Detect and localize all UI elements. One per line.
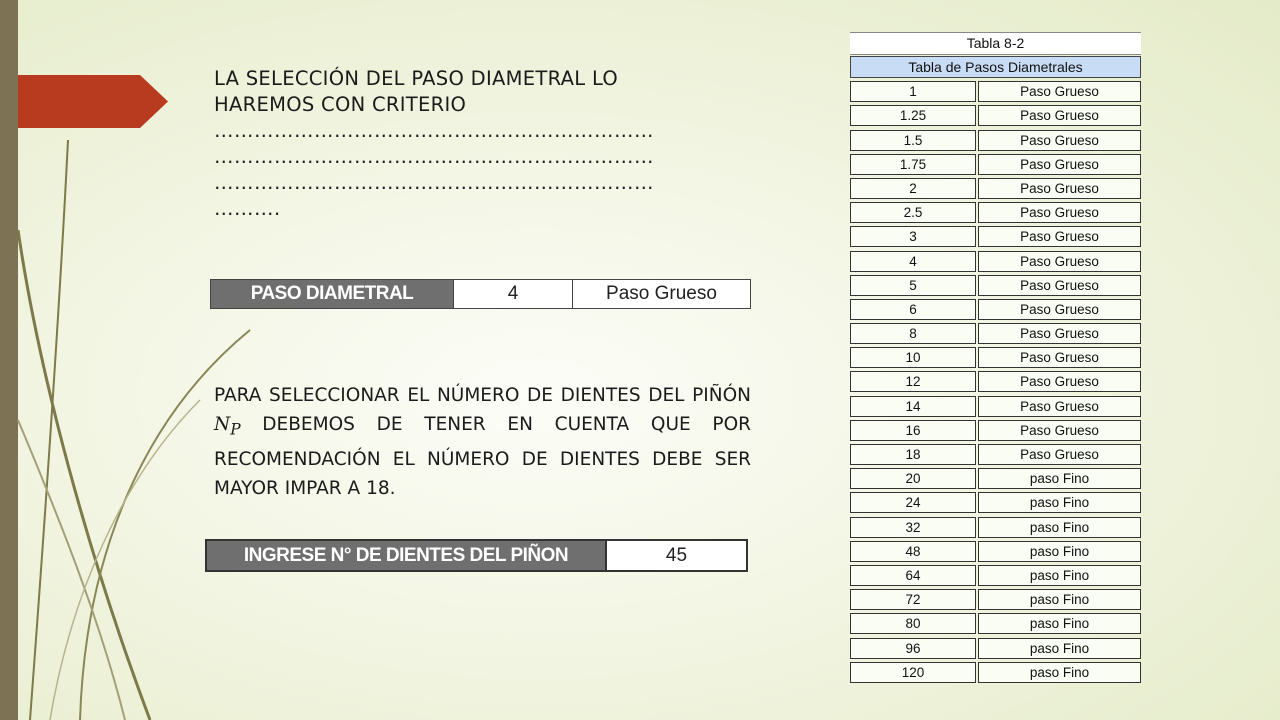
tipo-cell: Paso Grueso xyxy=(978,420,1141,441)
intro-line: HAREMOS CON CRITERIO xyxy=(214,93,467,116)
paso-cell: 72 xyxy=(850,589,976,610)
paso-diametral-table xyxy=(210,279,751,309)
dientes-value-input[interactable]: 45 xyxy=(606,540,747,571)
tipo-cell: paso Fino xyxy=(978,468,1141,489)
table-row xyxy=(850,323,1141,344)
paso-cell: 48 xyxy=(850,541,976,562)
paso-cell: 12 xyxy=(850,371,976,392)
table-row xyxy=(850,396,1141,417)
table-row xyxy=(850,178,1141,199)
tipo-cell: Paso Grueso xyxy=(978,226,1141,247)
paso-diametral-type: Paso Grueso xyxy=(573,280,751,309)
paso-cell: 5 xyxy=(850,275,976,296)
paso-cell: 6 xyxy=(850,299,976,320)
np-symbol-subscript: P xyxy=(230,420,241,439)
paso-cell: 24 xyxy=(850,492,976,513)
tipo-cell: paso Fino xyxy=(978,541,1141,562)
paso-cell: 2 xyxy=(850,178,976,199)
paso-diametral-value: 4 xyxy=(454,280,573,309)
paso-cell: 2.5 xyxy=(850,202,976,223)
table-row xyxy=(850,347,1141,368)
paso-cell: 10 xyxy=(850,347,976,368)
np-symbol xyxy=(214,414,241,439)
tipo-cell: paso Fino xyxy=(978,589,1141,610)
table-row xyxy=(850,251,1141,272)
tipo-cell: paso Fino xyxy=(978,517,1141,538)
table-row xyxy=(850,613,1141,634)
table-row xyxy=(850,154,1141,175)
tipo-cell: Paso Grueso xyxy=(978,444,1141,465)
table-row xyxy=(850,444,1141,465)
tipo-cell: Paso Grueso xyxy=(978,178,1141,199)
table-row xyxy=(850,420,1141,441)
paso-cell: 16 xyxy=(850,420,976,441)
table-row xyxy=(850,371,1141,392)
tipo-cell: Paso Grueso xyxy=(978,396,1141,417)
tipo-cell: Paso Grueso xyxy=(978,81,1141,102)
intro-dots: ………………………………………………………… xyxy=(214,119,654,142)
paso-cell: 96 xyxy=(850,638,976,659)
paragraph-text-end: DEBEMOS DE TENER EN CUENTA QUE POR RECOMENDACIÓN EL NÚMERO DE DIENTES DEBE SER MAYOR IMPAR A 18. xyxy=(214,414,751,499)
paso-cell: 1 xyxy=(850,81,976,102)
tipo-cell: paso Fino xyxy=(978,613,1141,634)
intro-dots: ………………………………………………………… xyxy=(214,171,654,194)
np-symbol-letter: N xyxy=(214,414,231,435)
red-arrow-shape xyxy=(18,75,168,128)
dientes-label: INGRESE N° DE DIENTES DEL PIÑON xyxy=(206,540,606,571)
paso-cell: 4 xyxy=(850,251,976,272)
table-row xyxy=(850,275,1141,296)
table-row xyxy=(850,105,1141,126)
paso-cell: 3 xyxy=(850,226,976,247)
tipo-cell: paso Fino xyxy=(978,492,1141,513)
paragraph-text-start: PARA SELECCIONAR EL NÚMERO DE DIENTES DEL PIÑÓN xyxy=(214,385,751,406)
table-row xyxy=(850,81,1141,102)
table-row xyxy=(850,589,1141,610)
left-decorative-bar xyxy=(0,0,18,720)
table-body xyxy=(850,81,1141,683)
tipo-cell: Paso Grueso xyxy=(978,347,1141,368)
instruction-paragraph xyxy=(214,381,751,503)
tipo-cell: Paso Grueso xyxy=(978,105,1141,126)
table-row xyxy=(850,638,1141,659)
intro-text xyxy=(214,66,754,222)
table-row xyxy=(850,130,1141,151)
paso-cell: 8 xyxy=(850,323,976,344)
table-row xyxy=(850,226,1141,247)
tipo-cell: Paso Grueso xyxy=(978,130,1141,151)
table-title: Tabla 8-2 xyxy=(850,32,1141,55)
paso-cell: 120 xyxy=(850,662,976,683)
table-row xyxy=(850,541,1141,562)
paso-cell: 1.25 xyxy=(850,105,976,126)
tipo-cell: paso Fino xyxy=(978,662,1141,683)
tipo-cell: Paso Grueso xyxy=(978,251,1141,272)
table-row xyxy=(850,662,1141,683)
intro-dots: ………. xyxy=(214,197,281,220)
paso-cell: 64 xyxy=(850,565,976,586)
tipo-cell: Paso Grueso xyxy=(978,299,1141,320)
table-row xyxy=(850,492,1141,513)
tipo-cell: Paso Grueso xyxy=(978,323,1141,344)
table-row xyxy=(850,565,1141,586)
paso-cell: 32 xyxy=(850,517,976,538)
paso-cell: 18 xyxy=(850,444,976,465)
tipo-cell: Paso Grueso xyxy=(978,154,1141,175)
table-subtitle: Tabla de Pasos Diametrales xyxy=(850,56,1141,78)
table-row xyxy=(850,299,1141,320)
paso-cell: 14 xyxy=(850,396,976,417)
intro-line: LA SELECCIÓN DEL PASO DIAMETRAL LO xyxy=(214,67,619,90)
tipo-cell: Paso Grueso xyxy=(978,275,1141,296)
tipo-cell: Paso Grueso xyxy=(978,202,1141,223)
paso-cell: 80 xyxy=(850,613,976,634)
tipo-cell: paso Fino xyxy=(978,638,1141,659)
table-row xyxy=(850,517,1141,538)
paso-cell: 20 xyxy=(850,468,976,489)
tipo-cell: paso Fino xyxy=(978,565,1141,586)
paso-cell: 1.5 xyxy=(850,130,976,151)
intro-dots: ………………………………………………………… xyxy=(214,145,654,168)
pasos-diametrales-table xyxy=(850,32,1141,683)
paso-diametral-label: PASO DIAMETRAL xyxy=(211,280,454,309)
tipo-cell: Paso Grueso xyxy=(978,371,1141,392)
dientes-input-table xyxy=(205,539,748,572)
table-row xyxy=(850,468,1141,489)
paso-cell: 1.75 xyxy=(850,154,976,175)
table-row xyxy=(850,202,1141,223)
